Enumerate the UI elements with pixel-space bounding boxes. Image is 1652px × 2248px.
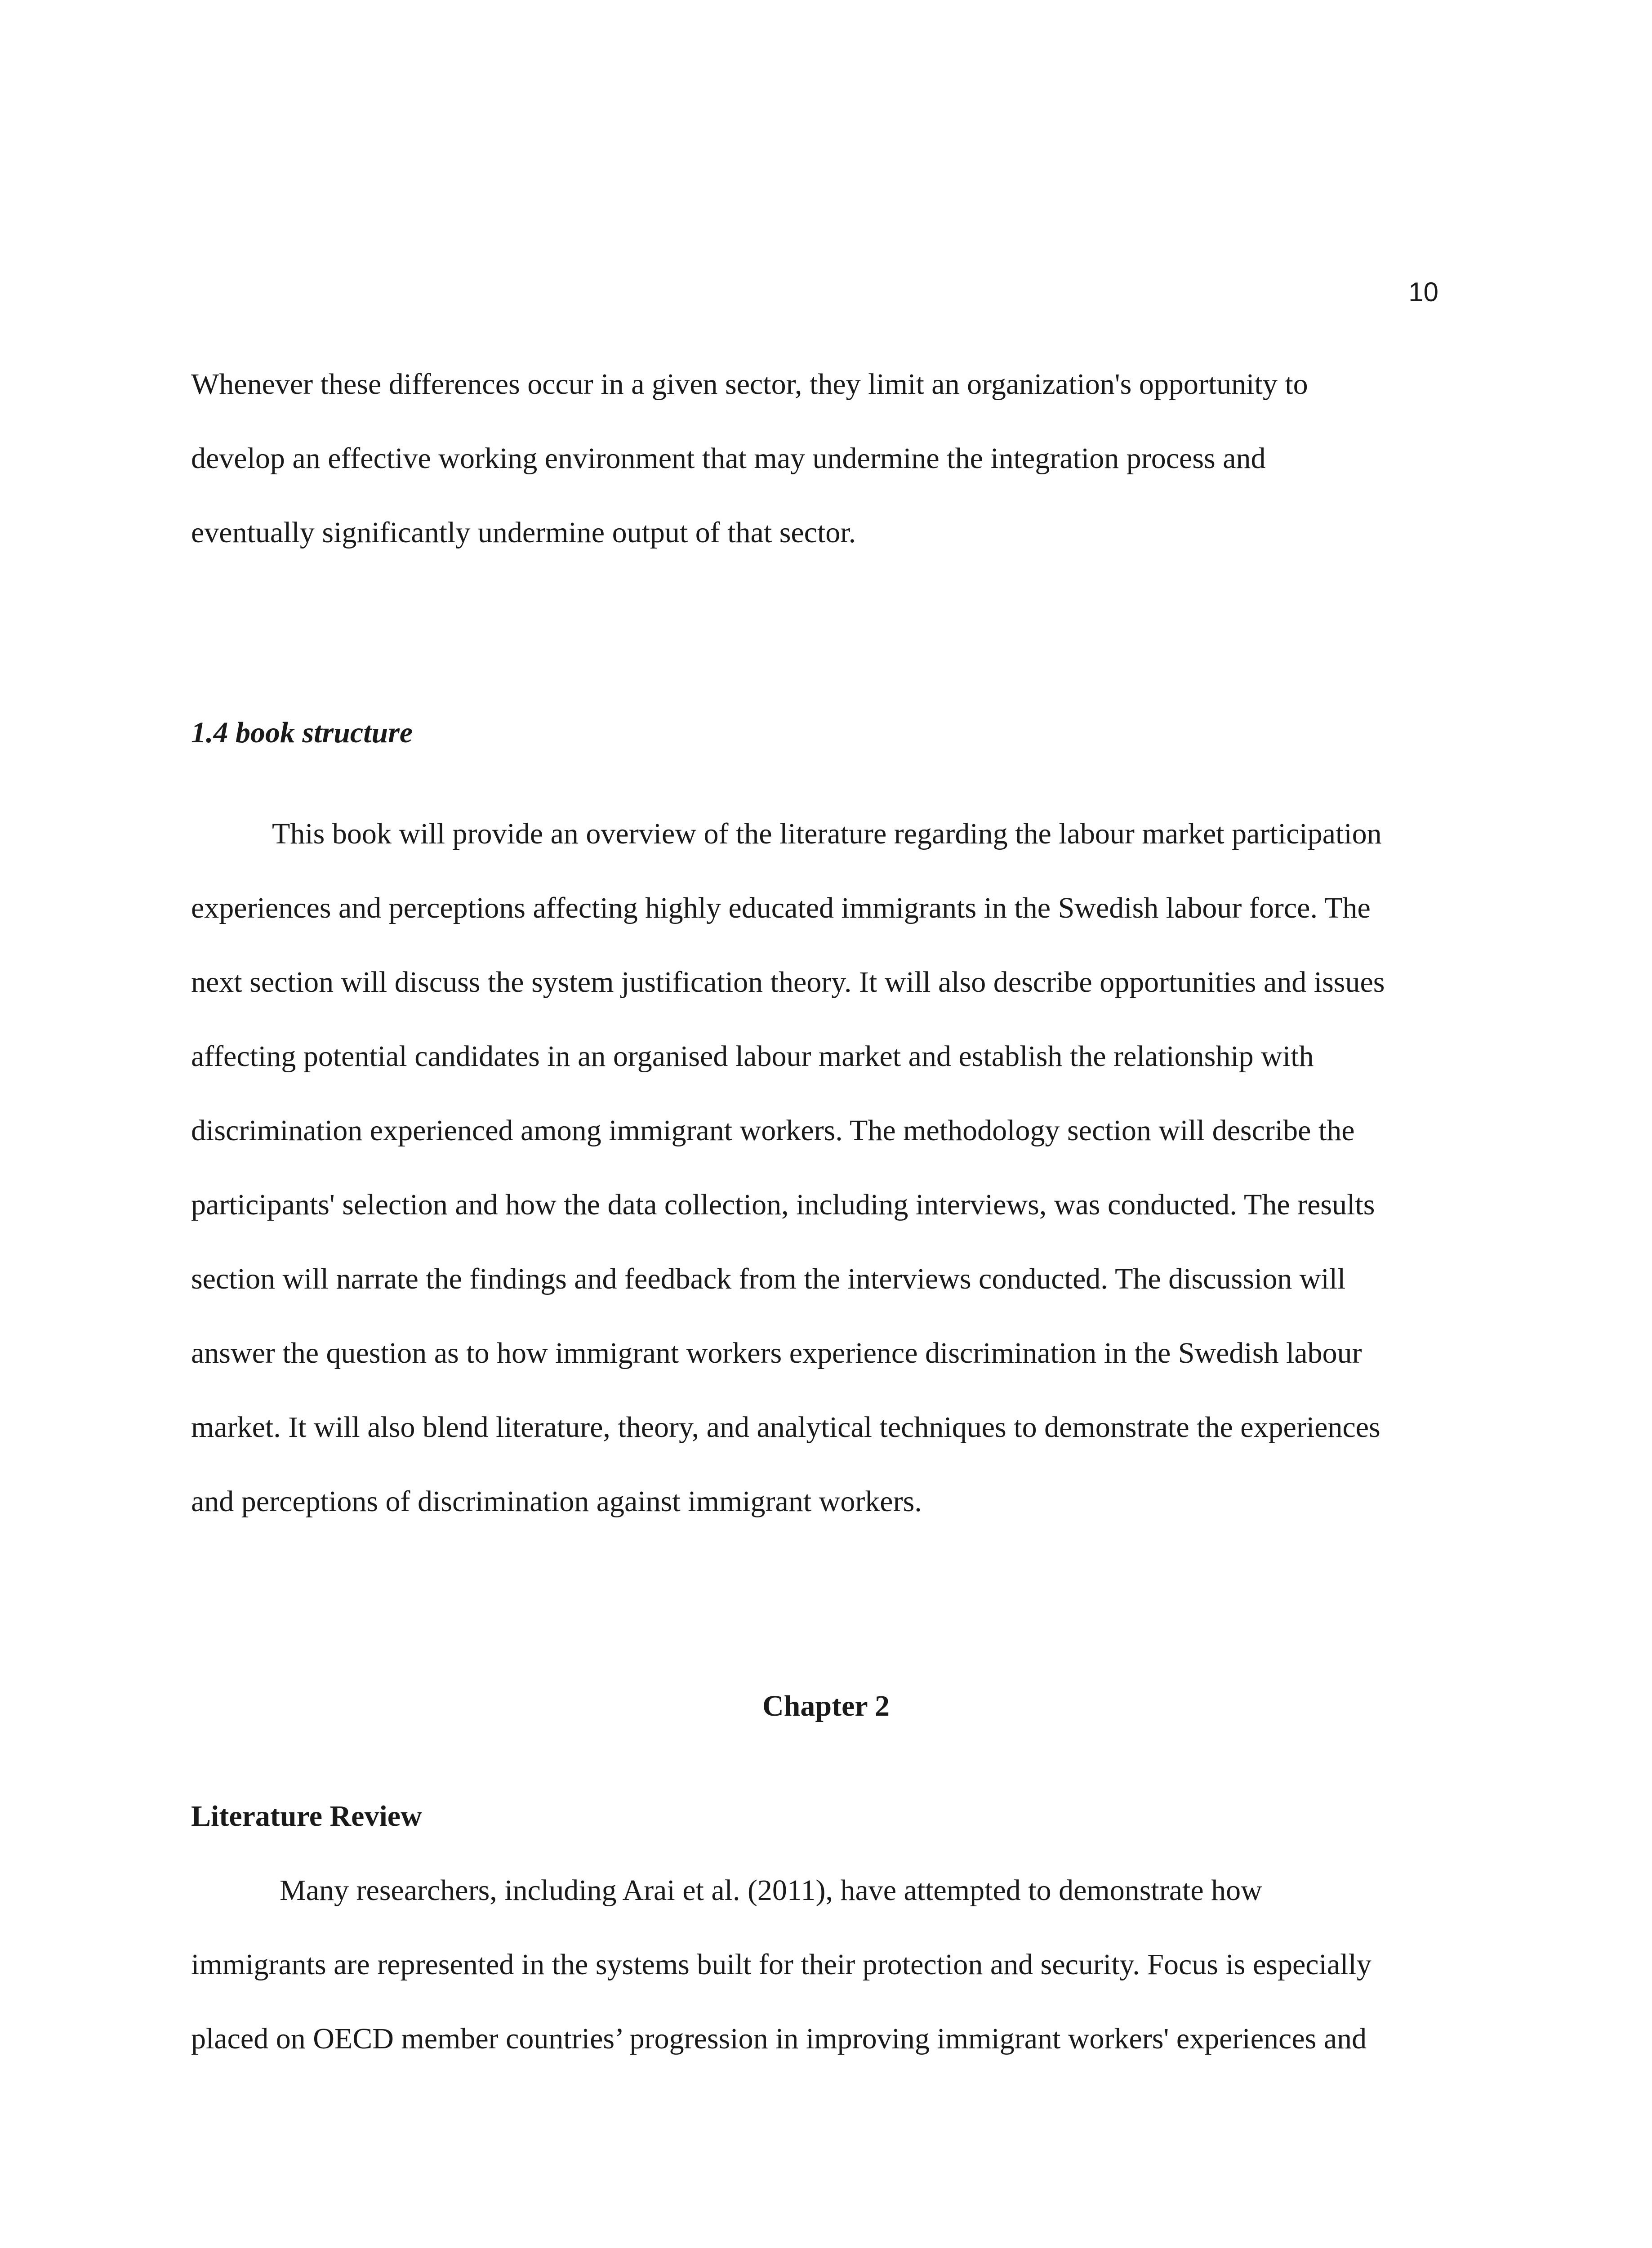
chapter-title: Chapter 2	[762, 1690, 890, 1722]
paragraph-line: and perceptions of discrimination against immigrant workers.	[191, 1485, 922, 1518]
paragraph-line: immigrants are represented in the systems built for their protection and security. Focus is especially	[191, 1948, 1371, 1981]
paragraph-line: develop an effective working environment that may undermine the integration process and	[191, 442, 1266, 475]
section-heading: Literature Review	[191, 1800, 422, 1833]
paragraph-line: Whenever these differences occur in a given sector, they limit an organization's opportunity to	[191, 368, 1308, 401]
paragraph-line: participants' selection and how the data collection, including interviews, was conducted. The results	[191, 1188, 1375, 1221]
paragraph-line: discrimination experienced among immigrant workers. The methodology section will describe the	[191, 1114, 1355, 1147]
paragraph-line: experiences and perceptions affecting highly educated immigrants in the Swedish labour force. The	[191, 892, 1371, 924]
paragraph-line: affecting potential candidates in an organised labour market and establish the relationship with	[191, 1040, 1314, 1073]
paragraph-line: section will narrate the findings and feedback from the interviews conducted. The discussion will	[191, 1262, 1346, 1295]
paragraph-line: Many researchers, including Arai et al. (2011), have attempted to demonstrate how	[280, 1874, 1262, 1907]
paragraph-line: next section will discuss the system justification theory. It will also describe opportunities and issues	[191, 966, 1385, 999]
paragraph-line: This book will provide an overview of the literature regarding the labour market participation	[272, 817, 1382, 850]
paragraph-line: eventually significantly undermine output of that sector.	[191, 516, 856, 549]
paragraph-line: market. It will also blend literature, theory, and analytical techniques to demonstrate the experiences	[191, 1411, 1380, 1444]
page-number: 10	[1408, 277, 1438, 307]
paragraph-line: placed on OECD member countries’ progression in improving immigrant workers' experiences and	[191, 2022, 1367, 2055]
paragraph-line: answer the question as to how immigrant workers experience discrimination in the Swedish labour	[191, 1337, 1362, 1369]
section-heading: 1.4 book structure	[191, 716, 413, 749]
